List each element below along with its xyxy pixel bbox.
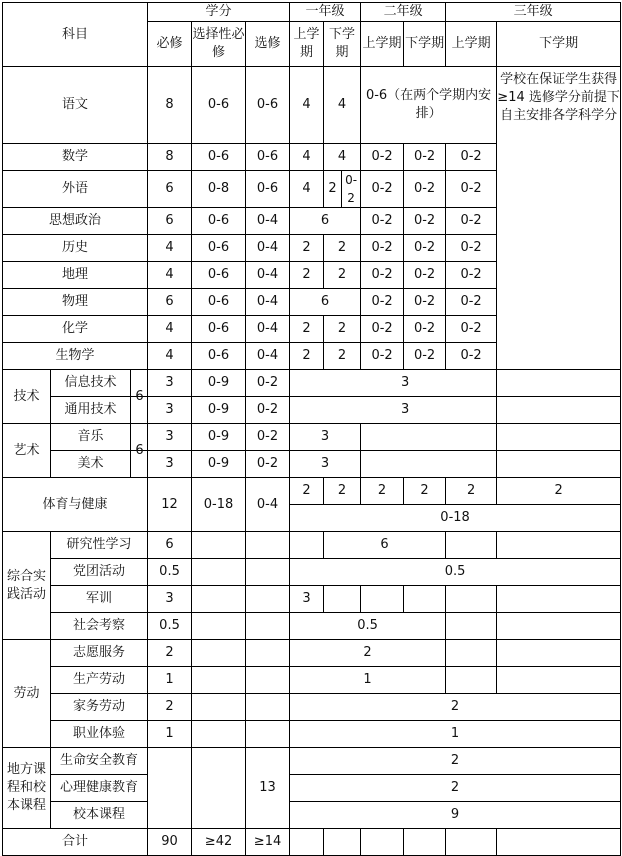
g3-down-header: 下学期 <box>497 22 621 67</box>
credit-table <box>2 2 621 856</box>
grade1-header: 一年级 <box>290 3 361 22</box>
g2-up-header: 上学期 <box>361 22 404 67</box>
table-row: 艺术 音乐 6 3 0-9 0-2 3 <box>3 424 621 451</box>
required-header: 必修 <box>148 22 192 67</box>
table-row: 历史 4 0-6 0-4 2 2 0-2 0-2 0-2 <box>3 235 621 262</box>
table-row: 地方课程和校本课程 生命安全教育 13 2 <box>3 748 621 775</box>
table-row: 家务劳动 2 2 <box>3 694 621 721</box>
table-row: 技术 信息技术 6 3 0-9 0-2 3 <box>3 370 621 397</box>
table-row: 体育与健康 12 0-18 0-4 2 2 2 2 2 2 <box>3 478 621 505</box>
local-group-label: 地方课程和校本课程 <box>3 748 51 829</box>
table-row: 语文 8 0-6 0-6 4 4 0-6（在两个学期内安排） 学校在保证学生获得≥14 选修学分前提下自主安排各学科学分 <box>3 67 621 144</box>
g1-down-header: 下学期 <box>324 22 361 67</box>
table-row: 劳动 志愿服务 2 2 <box>3 640 621 667</box>
elective-required-header: 选择性必修 <box>192 22 246 67</box>
elective-header: 选修 <box>246 22 290 67</box>
tech-total: 6 <box>135 389 144 404</box>
art-group-label: 艺术 <box>3 424 51 478</box>
tech-group-label: 技术 <box>3 370 51 424</box>
table-row: 思想政治 6 0-6 0-4 6 0-2 0-2 0-2 <box>3 208 621 235</box>
curriculum-credit-table <box>2 2 621 856</box>
g1-up-header: 上学期 <box>290 22 324 67</box>
table-row: 军训 3 3 <box>3 586 621 613</box>
table-row: 生产劳动 1 1 <box>3 667 621 694</box>
total-row: 合计 90 ≥42 ≥14 <box>3 829 621 856</box>
table-row: 综合实践活动 研究性学习 6 6 <box>3 532 621 559</box>
table-row: 数学 8 0-6 0-6 4 4 0-2 0-2 0-2 <box>3 144 621 171</box>
table-row: 物理 6 0-6 0-4 6 0-2 0-2 0-2 <box>3 289 621 316</box>
header-row-1 <box>3 3 621 22</box>
table-row: 校本课程 9 <box>3 802 621 829</box>
art-total: 6 <box>135 443 144 458</box>
table-row: 通用技术 3 0-9 0-2 3 <box>3 397 621 424</box>
grade3-header: 三年级 <box>446 3 621 22</box>
labor-group-label: 劳动 <box>3 640 51 748</box>
table-row: 外语 6 0-8 0-6 4 2 0-2 0-2 0-2 0-2 <box>3 171 621 208</box>
chinese-grade2-merged: 0-6（在两个学期内安排） <box>361 67 497 144</box>
g3-up-header: 上学期 <box>446 22 497 67</box>
table-row: 0-18 <box>3 505 621 532</box>
table-row: 党团活动 0.5 0.5 <box>3 559 621 586</box>
grade3-down-note: 学校在保证学生获得≥14 选修学分前提下自主安排各学科学分 <box>497 67 621 370</box>
subject-header: 科目 <box>3 3 148 67</box>
table-row: 美术 3 0-9 0-2 3 <box>3 451 621 478</box>
pe-label: 体育与健康 <box>3 478 148 532</box>
g2-down-header: 下学期 <box>404 22 446 67</box>
grade2-header: 二年级 <box>361 3 446 22</box>
practice-group-label: 综合实践活动 <box>3 532 51 640</box>
table-row: 社会考察 0.5 0.5 <box>3 613 621 640</box>
table-row: 职业体验 1 1 <box>3 721 621 748</box>
table-row: 生物学 4 0-6 0-4 2 2 0-2 0-2 0-2 <box>3 343 621 370</box>
table-row: 地理 4 0-6 0-4 2 2 0-2 0-2 0-2 <box>3 262 621 289</box>
credit-header: 学分 <box>148 3 290 22</box>
table-row: 化学 4 0-6 0-4 2 2 0-2 0-2 0-2 <box>3 316 621 343</box>
table-row: 心理健康教育 2 <box>3 775 621 802</box>
